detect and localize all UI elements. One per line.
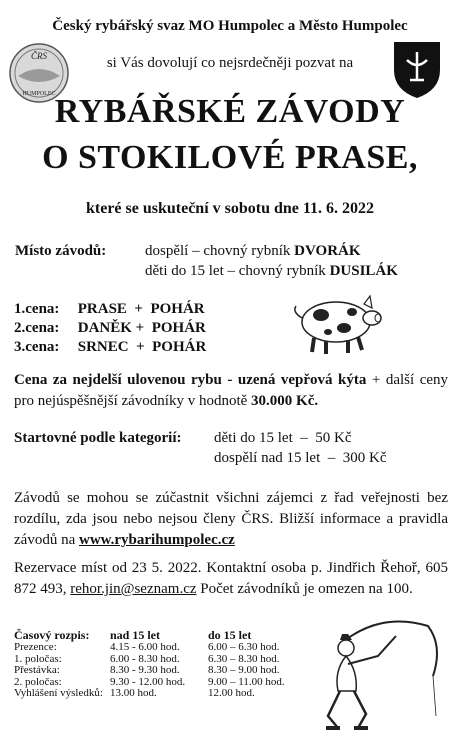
event-date: které se uskuteční v sobotu dne 11. 6. 2022 <box>85 200 375 217</box>
schedule-cell: 6.30 – 8.30 hod. <box>208 652 280 665</box>
table-row <box>14 688 308 700</box>
schedule-header-adults: nad 15 let <box>110 628 161 642</box>
schedule-cell: 8.30 - 9.30 hod. <box>110 664 180 676</box>
event-title-line2: O STOKILOVÉ PRASE, <box>42 139 418 176</box>
schedule-header-children: do 15 let <box>208 628 252 642</box>
prize-2-label: 2.cena: <box>14 320 60 336</box>
schedule-cell: 4.15 - 6.00 hod. <box>110 641 180 653</box>
schedule-cell: Prezence: <box>14 641 57 653</box>
prize-3-label: 3.cena: <box>14 339 60 355</box>
prize-3-value: SRNEC + POHÁR <box>77 339 207 355</box>
participation-body: Závodů se mohou se zúčastnit všichni zájemci z řad veřejnosti bez rozdílu, zda jsou nebo nejsou členy ČRS. Bližší informace a pravidla závodů na <box>14 490 448 548</box>
table-row <box>14 642 308 654</box>
venue-adults-text: dospělí – chovný rybník <box>145 243 295 259</box>
fee-adults: dospělí nad 15 let – 300 Kč <box>214 450 387 466</box>
venue-label: Místo závodů: <box>15 243 107 259</box>
special-prize-rest: + další ceny pro nejúspěšnější závodníky v hodnotě <box>14 372 449 409</box>
organizer-header: Český rybářský svaz MO Humpolec a Město Humpolec <box>52 18 408 34</box>
schedule-cell: 6.00 – 6.30 hod. <box>208 641 280 653</box>
schedule-cell: Přestávka: <box>14 664 60 676</box>
venue-children-pond: DUSILÁK <box>329 263 398 279</box>
event-title-line1: RYBÁŘSKÉ ZÁVODY <box>54 93 406 130</box>
fisherman-icon <box>318 616 448 736</box>
schedule-header-title: Časový rozpis: <box>14 628 90 642</box>
schedule-cell: 12.00 hod. <box>208 687 255 699</box>
venue-children-text: děti do 15 let – chovný rybník <box>145 263 330 279</box>
prize-2 <box>14 320 206 337</box>
table-row <box>14 665 308 677</box>
venue-adults-pond: DVORÁK <box>294 243 361 259</box>
participation-text <box>14 488 448 551</box>
logo-text-town: HUMPOLEC <box>22 91 56 97</box>
schedule-cell: 6.00 - 8.30 hod. <box>110 652 180 665</box>
reservation-text <box>14 558 448 600</box>
reservation-rest: Počet závodníků je omezen na 100. <box>196 581 413 597</box>
invitation-text: si Vás dovolují co nejsrdečněji pozvat na <box>106 55 354 71</box>
special-prize-bold: Cena za nejdelší ulovenou rybu - uzená vepřová kýta <box>14 372 367 388</box>
prize-2-value: DANĚK + POHÁR <box>77 320 206 336</box>
prize-1 <box>14 301 205 318</box>
website-link[interactable]: www.rybarihumpolec.cz <box>78 532 235 548</box>
schedule-cell: 9.30 - 12.00 hod. <box>110 675 186 688</box>
schedule-header-row <box>14 628 308 642</box>
logo-text-crs: ČRS <box>30 51 48 61</box>
schedule-table <box>14 628 308 700</box>
schedule-cell: 13.00 hod. <box>110 687 157 699</box>
schedule-cell: 1. poločas: <box>14 652 62 665</box>
schedule-cell: 9.00 – 11.00 hod. <box>208 675 285 688</box>
fees-label: Startovné podle kategorií: <box>14 430 182 446</box>
schedule-cell: 2. poločas: <box>14 675 62 688</box>
prize-1-label: 1.cena: <box>14 301 60 317</box>
schedule-cell: Vyhlášení výsledků: <box>14 687 103 699</box>
contact-email-link[interactable]: rehor.jin@seznam.cz <box>70 581 197 597</box>
fee-children: děti do 15 let – 50 Kč <box>214 430 352 446</box>
schedule-cell: 8.30 – 9.00 hod. <box>208 664 280 676</box>
prize-1-value: PRASE + POHÁR <box>77 301 205 317</box>
special-prize-amount: 30.000 Kč. <box>251 393 319 409</box>
special-prize-text <box>14 370 448 412</box>
venue-children <box>145 263 398 280</box>
venue-adults <box>145 243 361 260</box>
pig-icon <box>286 290 386 360</box>
prize-3 <box>14 339 206 356</box>
reservation-body: Rezervace míst od 23 5. 2022. Kontaktní osoba p. Jindřich Řehoř, 605 872 493, <box>14 560 448 597</box>
